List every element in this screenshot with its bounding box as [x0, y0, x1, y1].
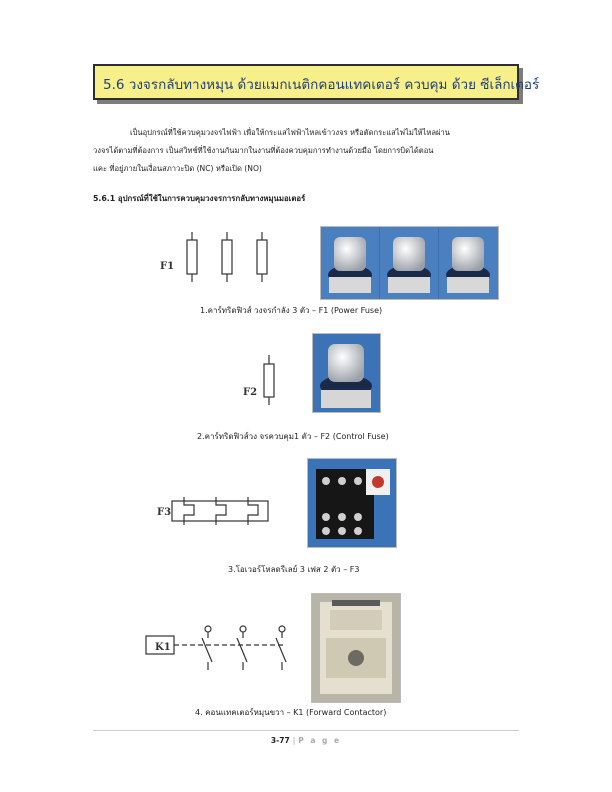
f3-label: F3	[157, 507, 172, 518]
section-title: 5.6 วงจรกลับทางหมุน ด้วยแมกเนติกคอนแทคเตอร์ ควบคุม ด้วย ซีเล็กเตอร์	[103, 77, 540, 93]
k1-caption: 4. คอนแทคเตอร์หมุนขวา – K1 (Forward Contactor)	[195, 708, 387, 717]
k1-contactor-symbol	[146, 624, 296, 674]
intro-line-1: เป็นอุปกรณ์ที่ใช้ควบคุมวงจรไฟฟ้า เพื่อให้กระแสไฟฟ้าไหลเข้าวงจร หรือตัดกระแสไฟไม่ให้ไหลผ่าน	[130, 128, 450, 137]
f1-caption: 1.คาร์ทริดฟิวส์ วงจรกำลัง 3 ตัว – F1 (Power Fuse)	[200, 306, 383, 315]
subsection-heading: 5.6.1 อุปกรณ์ที่ใช้ในการควบคุมวงจรการกลับทางหมุนมอเตอร์	[93, 194, 306, 203]
intro-line-2: วงจรได้ตามที่ต้องการ เป็นสวิทช์ที่ใช้งานกันมากในงานที่ต้องควบคุมการทำงานด้วยมือ โดยการบิดได้ตอน	[93, 146, 434, 155]
control-fuse-photo	[312, 333, 381, 413]
f2-label: F2	[243, 387, 258, 398]
page-word: P a g e	[298, 736, 342, 745]
overload-relay-photo	[307, 458, 397, 548]
footer-separator: |	[292, 736, 296, 745]
f1-fuse-symbol	[180, 232, 280, 282]
f1-label: F1	[160, 261, 175, 272]
f3-caption: 3.โอเวอร์โหลดรีเลย์ 3 เฟส 2 ตัว – F3	[228, 565, 360, 574]
section-title-box	[93, 64, 540, 100]
power-fuse-photo	[320, 226, 499, 300]
page-footer	[0, 736, 612, 745]
f2-caption: 2.คาร์ทริดฟิวส์วง จรควบคุม1 ตัว – F2 (Control Fuse)	[197, 432, 389, 441]
contactor-photo	[311, 593, 401, 703]
intro-line-3: แคะ ที่อยู่ภายในเงื่อนสภาวะปิด (NC) หรือเปิด (NO)	[93, 164, 262, 173]
f3-overload-symbol	[172, 497, 272, 525]
k1-label: K1	[155, 642, 171, 653]
f2-fuse-symbol	[262, 355, 276, 405]
footer-divider	[93, 730, 519, 731]
page-number: 3-77	[270, 736, 290, 745]
